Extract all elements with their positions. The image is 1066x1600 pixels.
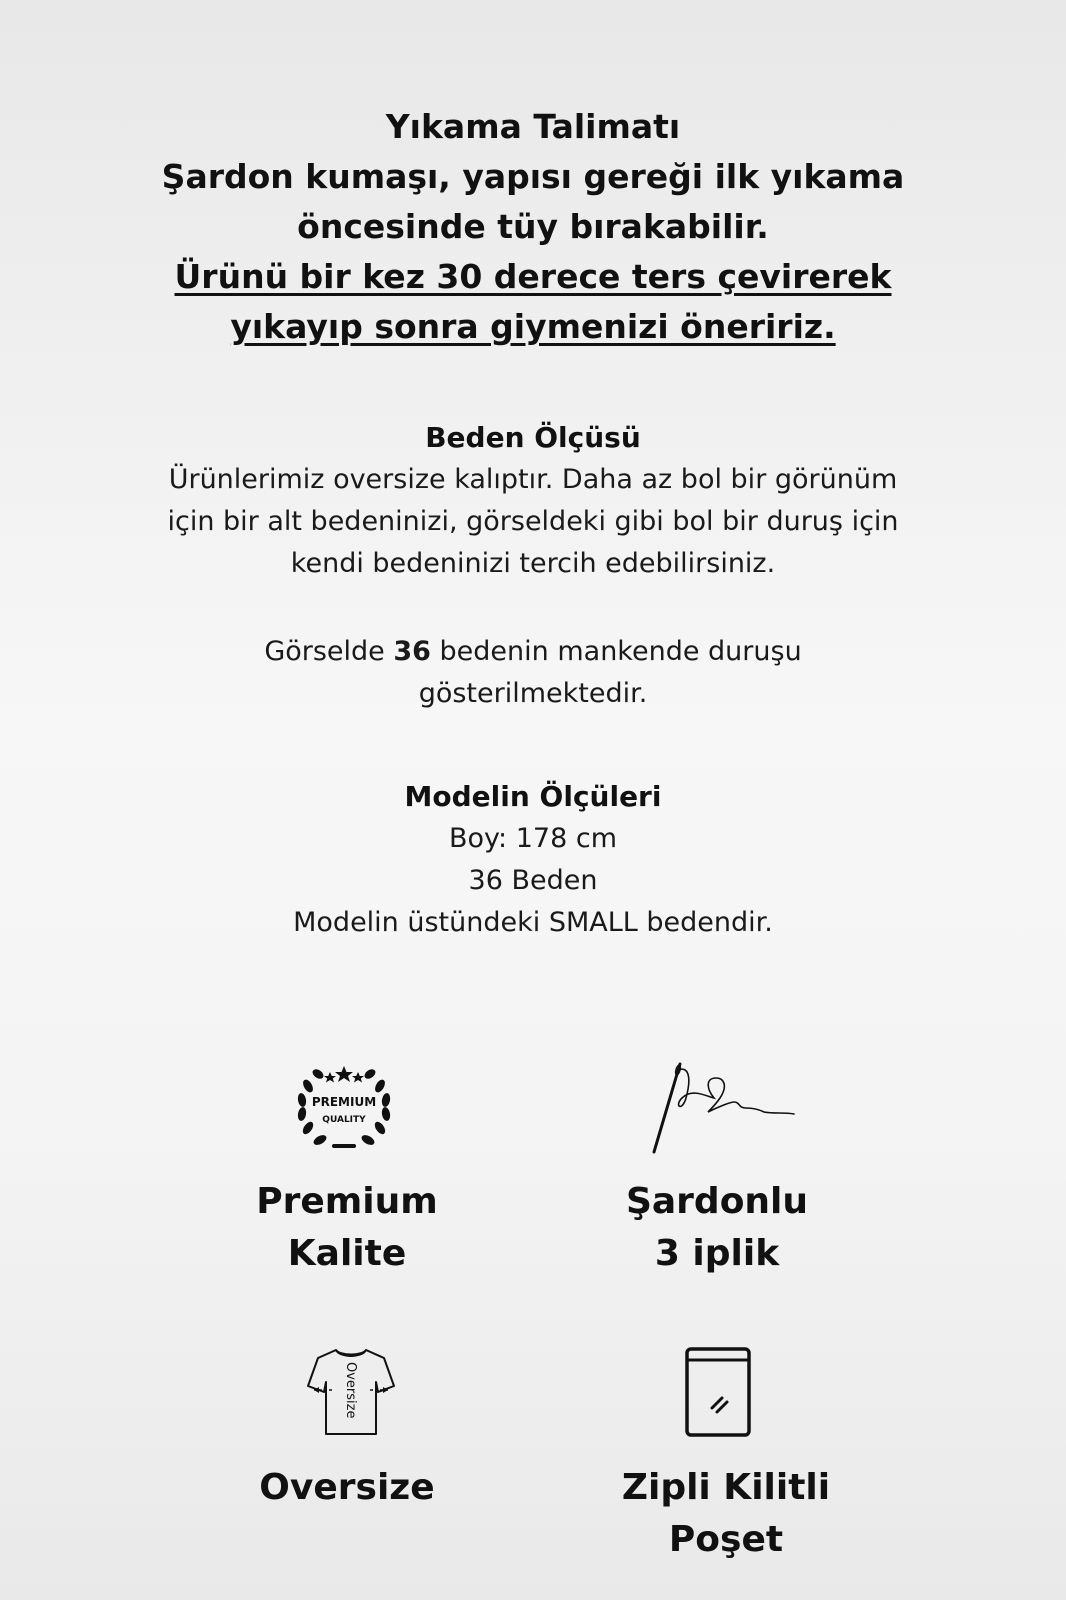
photo-size-value: 36 — [393, 636, 431, 667]
washing-line-1: Şardon kumaşı, yapısı gereği ilk yıkama — [161, 157, 905, 196]
premium-quality-badge-icon — [292, 1056, 396, 1156]
feature-premium-line-1: Premium — [256, 1181, 438, 1222]
washing-title: Yıkama Talimatı — [385, 107, 681, 146]
needle-thread-icon — [634, 1058, 804, 1154]
washing-section — [0, 102, 1066, 352]
feature-premium-line-2: Kalite — [287, 1233, 407, 1274]
photo-suffix: bedenin mankende duruşu — [430, 636, 802, 667]
model-wearing: Modelin üstündeki SMALL bedendir. — [293, 907, 773, 938]
oversize-tshirt-icon — [306, 1346, 396, 1440]
feature-zip-bag — [546, 1462, 906, 1566]
size-line-2: için bir alt bedeninizi, görseldeki gibi bol bir duruş için — [167, 506, 899, 537]
model-section — [0, 776, 1066, 944]
badge-text-premium: PREMIUM — [311, 1095, 377, 1109]
zip-bag-icon — [684, 1346, 752, 1438]
tshirt-text: Oversize — [343, 1362, 358, 1419]
size-line-3: kendi bedeninizi tercih edebilirsiniz. — [290, 548, 776, 579]
feature-sardonlu — [537, 1176, 897, 1280]
photo-prefix: Görselde — [264, 636, 394, 667]
feature-sardonlu-line-2: 3 iplik — [654, 1233, 780, 1274]
badge-text-quality: QUALITY — [322, 1115, 366, 1125]
model-title: Modelin Ölçüleri — [404, 780, 662, 813]
feature-premium — [167, 1176, 527, 1280]
size-section — [0, 417, 1066, 585]
feature-oversize — [167, 1462, 527, 1514]
model-height: Boy: 178 cm — [449, 823, 617, 854]
photo-line-2: gösterilmektedir. — [418, 678, 648, 709]
washing-line-4: yıkayıp sonra giymenizi öneririz. — [230, 307, 836, 346]
feature-oversize-line-1: Oversize — [259, 1467, 435, 1508]
size-line-1: Ürünlerimiz oversize kalıptır. Daha az bol bir görünüm — [168, 464, 898, 495]
feature-zip-bag-line-1: Zipli Kilitli — [621, 1467, 831, 1508]
photo-size-note — [0, 631, 1066, 715]
model-size: 36 Beden — [468, 865, 598, 896]
size-title: Beden Ölçüsü — [425, 421, 641, 454]
feature-sardonlu-line-1: Şardonlu — [625, 1181, 809, 1222]
washing-line-3: Ürünü bir kez 30 derece ters çevirerek — [174, 257, 892, 296]
feature-zip-bag-line-2: Poşet — [668, 1519, 784, 1560]
washing-line-2: öncesinde tüy bırakabilir. — [297, 207, 769, 246]
